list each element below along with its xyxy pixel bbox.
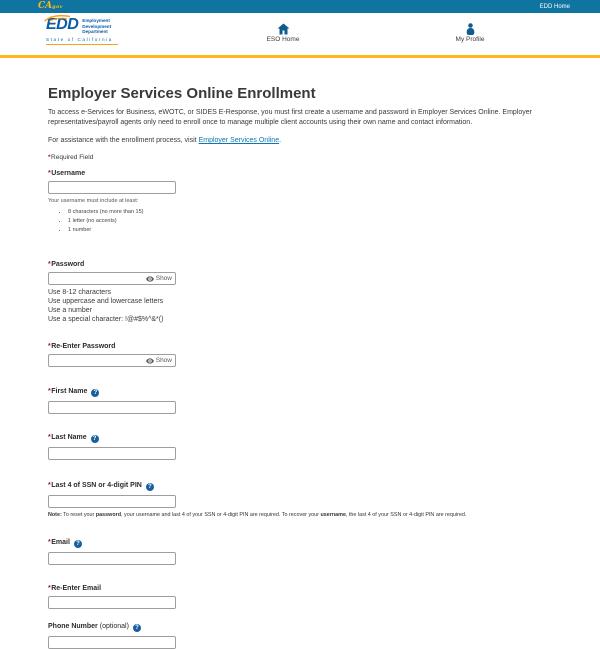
nav-eso-home-label: ESO Home <box>266 36 300 43</box>
required-field-text: Required Field <box>51 154 94 161</box>
edd-department-lines <box>82 17 111 35</box>
assistance-prefix: For assistance with the enrollment process, visit <box>48 137 199 144</box>
edd-logo[interactable] <box>46 17 118 45</box>
home-icon <box>248 22 318 34</box>
last-name-field-group <box>48 434 556 460</box>
password-requirement: Use a special character: !@#$%^&*() <box>48 316 164 323</box>
edd-swoosh-icon <box>43 13 77 22</box>
reenter-email-label <box>48 585 556 592</box>
note-segment: , your username and last 4 of your SSN or 4-digit PIN are required. To recover your <box>121 512 321 518</box>
assistance-line <box>48 137 556 144</box>
note-segment: To reset your <box>61 512 96 518</box>
username-requirement: • 8 characters (no more than 15) <box>68 208 556 216</box>
help-icon[interactable] <box>91 389 99 397</box>
username-field-group <box>48 170 556 234</box>
first-name-field-group <box>48 388 556 414</box>
password-requirements <box>48 288 556 324</box>
last-name-input[interactable] <box>48 447 176 460</box>
show-password-label: Show <box>155 275 172 282</box>
ssn-pin-field-group <box>48 482 556 518</box>
main-content <box>0 85 600 649</box>
username-label-text: Username <box>51 170 86 177</box>
reenter-password-input-box <box>48 354 176 367</box>
required-asterisk: * <box>48 261 51 268</box>
edd-acronym: EDD <box>46 16 79 33</box>
show-reenter-password-label: Show <box>155 357 172 364</box>
required-asterisk: * <box>48 585 51 592</box>
password-field-group <box>48 261 556 324</box>
reenter-password-label-text: Re-Enter Password <box>51 343 116 350</box>
last-name-label-text: Last Name <box>51 434 87 441</box>
reenter-email-field-group <box>48 585 556 609</box>
reenter-password-input[interactable] <box>49 356 146 365</box>
phone-label-text: Phone Number <box>48 623 98 630</box>
nav-eso-home[interactable] <box>248 22 318 43</box>
password-requirement: Use a number <box>48 307 92 314</box>
edd-dept-line1: Employment <box>82 18 110 23</box>
password-requirement: Use uppercase and lowercase letters <box>48 298 164 305</box>
site-header <box>0 13 600 55</box>
required-field-note <box>48 154 556 161</box>
edd-logo-row <box>46 17 118 35</box>
username-hint-intro: Your username must include at least: <box>48 198 139 204</box>
username-requirements-list <box>48 208 556 234</box>
top-utility-bar <box>0 0 600 13</box>
username-requirement: • 1 number <box>68 226 556 234</box>
note-segment: , the last 4 of your SSN or 4-digit PIN are required. <box>345 512 467 518</box>
employer-services-online-link[interactable]: Employer Services Online <box>198 137 280 144</box>
first-name-input[interactable] <box>48 401 176 414</box>
email-input[interactable] <box>48 552 176 565</box>
cagov-logo[interactable] <box>38 2 63 11</box>
ssn-pin-label-text: Last 4 of SSN or 4-digit PIN <box>51 482 142 489</box>
nav-my-profile[interactable] <box>435 22 505 43</box>
help-icon[interactable] <box>133 624 141 632</box>
eye-icon <box>146 276 154 282</box>
help-icon[interactable] <box>91 435 99 443</box>
username-requirement: • 1 letter (no accents) <box>68 217 556 225</box>
eye-icon <box>146 358 154 364</box>
password-label <box>48 261 556 268</box>
assistance-suffix: . <box>279 137 282 144</box>
person-icon <box>435 22 505 34</box>
required-asterisk: * <box>48 343 51 350</box>
note-segment: Note: <box>48 512 62 518</box>
edd-home-link[interactable]: EDD Home <box>539 3 570 10</box>
ssn-note <box>48 512 556 518</box>
required-asterisk: * <box>48 170 51 177</box>
password-input-box <box>48 272 176 285</box>
phone-label-optional: (optional) <box>97 623 129 630</box>
ssn-pin-input[interactable] <box>48 495 176 508</box>
note-segment: password <box>95 512 122 518</box>
edd-dept-line3: Department <box>82 29 108 35</box>
required-asterisk: * <box>48 154 51 161</box>
email-label <box>48 539 556 548</box>
required-asterisk: * <box>48 388 51 395</box>
intro-paragraph: To access e-Services for Business, eWOTC, or SIDES E-Response, you must first create a username and password in Employer Services Online. Employer representatives/payroll agents only need to enroll once to manage multiple client accounts using their own name and contact information. <box>48 109 532 126</box>
phone-label <box>48 623 556 632</box>
last-name-label <box>48 434 556 443</box>
password-requirement: Use 8-12 characters <box>48 289 112 296</box>
first-name-label-text: First Name <box>51 388 88 395</box>
cagov-logo-ca: CA <box>38 1 53 11</box>
help-icon[interactable] <box>146 483 154 491</box>
nav-my-profile-label: My Profile <box>455 36 485 43</box>
username-input[interactable] <box>48 181 176 194</box>
phone-input[interactable] <box>48 636 176 649</box>
required-asterisk: * <box>48 482 51 489</box>
gold-divider <box>0 55 600 58</box>
page-title: Employer Services Online Enrollment <box>48 85 316 102</box>
email-field-group <box>48 539 556 565</box>
reenter-password-field-group <box>48 343 556 367</box>
help-icon[interactable] <box>74 540 82 548</box>
required-asterisk: * <box>48 434 51 441</box>
note-segment: username <box>320 512 346 518</box>
ssn-pin-label <box>48 482 556 491</box>
password-label-text: Password <box>51 261 85 268</box>
reenter-email-input[interactable] <box>48 596 176 609</box>
edd-tagline: State of California <box>46 36 118 45</box>
cagov-logo-gov: gov <box>52 4 63 10</box>
edd-dept-line2: Development <box>82 23 112 29</box>
phone-field-group <box>48 623 556 649</box>
email-label-text: Email <box>51 539 70 546</box>
username-label <box>48 170 556 177</box>
first-name-label <box>48 388 556 397</box>
show-password-button[interactable] <box>146 275 175 282</box>
show-reenter-password-button[interactable] <box>146 357 175 364</box>
reenter-password-label <box>48 343 556 350</box>
required-asterisk: * <box>48 539 51 546</box>
reenter-email-label-text: Re-Enter Email <box>51 585 102 592</box>
password-input[interactable] <box>49 274 146 283</box>
